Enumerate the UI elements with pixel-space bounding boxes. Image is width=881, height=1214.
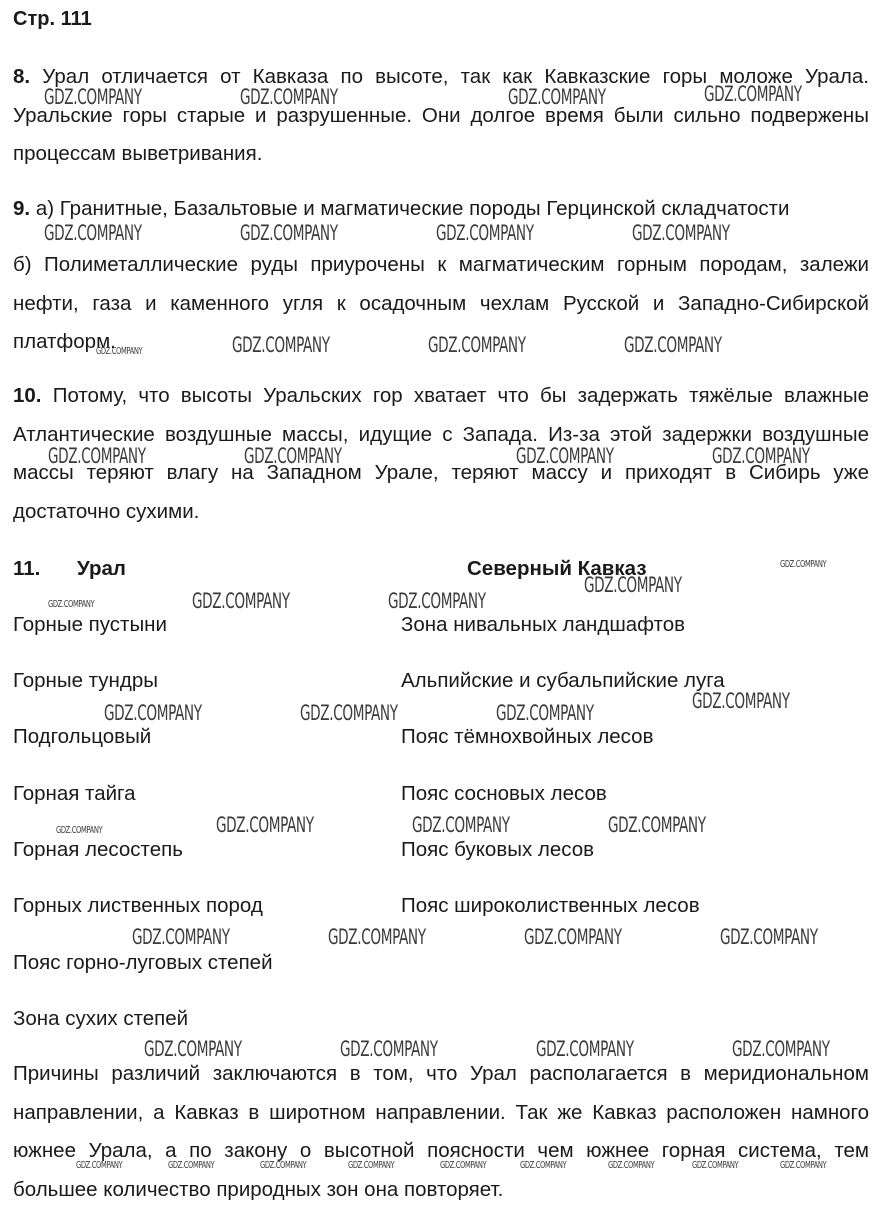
watermark: GDZ.COMPANY [76, 1160, 123, 1171]
watermark: GDZ.COMPANY [780, 1160, 827, 1171]
watermark: GDZ.COMPANY [96, 346, 143, 357]
answer-8 [13, 58, 869, 174]
watermark: GDZ.COMPANY [520, 1160, 567, 1171]
answer-8-number: 8. [13, 65, 31, 88]
page-title: Стр. 111 [13, 8, 92, 30]
watermark: GDZ.COMPANY [192, 589, 290, 613]
caucasus-zone: Пояс буковых лесов [401, 838, 595, 861]
watermark: GDZ.COMPANY [608, 813, 706, 837]
answer-9-part-a: а) Гранитные, Базальтовые и магматические породы Герцинской складчатости [35, 197, 790, 220]
watermark: GDZ.COMPANY [260, 1160, 307, 1171]
watermark: GDZ.COMPANY [516, 444, 614, 468]
column-header-ural: Урал [77, 557, 126, 580]
watermark: GDZ.COMPANY [168, 1160, 215, 1171]
watermark: GDZ.COMPANY [44, 221, 142, 245]
watermark: GDZ.COMPANY [692, 1160, 739, 1171]
answer-11-conclusion [13, 1055, 869, 1209]
watermark: GDZ.COMPANY [388, 589, 486, 613]
ural-zone: Горная тайга [13, 782, 136, 805]
watermark: GDZ.COMPANY [524, 925, 622, 949]
watermark: GDZ.COMPANY [48, 599, 95, 610]
watermark: GDZ.COMPANY [428, 333, 526, 357]
watermark: GDZ.COMPANY [44, 85, 142, 109]
watermark: GDZ.COMPANY [240, 85, 338, 109]
watermark: GDZ.COMPANY [244, 444, 342, 468]
answer-11-number: 11. [13, 557, 41, 580]
watermark: GDZ.COMPANY [340, 1037, 438, 1061]
caucasus-zone: Альпийские и субальпийские луга [401, 669, 725, 692]
watermark: GDZ.COMPANY [732, 1037, 830, 1061]
column-header-caucasus: Северный Кавказ [467, 557, 647, 580]
caucasus-zone: Пояс широколиственных лесов [401, 894, 700, 917]
watermark: GDZ.COMPANY [216, 813, 314, 837]
caucasus-zone: Зона нивальных ландшафтов [401, 613, 686, 636]
watermark: GDZ.COMPANY [720, 925, 818, 949]
watermark: GDZ.COMPANY [104, 701, 202, 725]
watermark: GDZ.COMPANY [348, 1160, 395, 1171]
watermark: GDZ.COMPANY [496, 701, 594, 725]
ural-zone: Пояс горно-луговых степей [13, 951, 273, 974]
ural-zone: Подгольцовый [13, 725, 152, 748]
watermark: GDZ.COMPANY [436, 221, 534, 245]
watermark: GDZ.COMPANY [56, 825, 103, 836]
answer-11-conclusion-text: Причины различий заключаются в том, что Урал располагается в меридиональном направлении, а Кавказ в широтном направлении. Так же Кавказ расположен намного южнее Урала, а по закону о высотной поясности чем южнее горная система, тем большее количество природных зон она повторяет. [13, 1062, 869, 1201]
watermark: GDZ.COMPANY [608, 1160, 655, 1171]
watermark: GDZ.COMPANY [412, 813, 510, 837]
watermark: GDZ.COMPANY [144, 1037, 242, 1061]
watermark: GDZ.COMPANY [328, 925, 426, 949]
watermark: GDZ.COMPANY [584, 573, 682, 597]
answer-9-number: 9. [13, 197, 31, 220]
watermark: GDZ.COMPANY [300, 701, 398, 725]
ural-zone: Горные тундры [13, 669, 158, 692]
answer-10-text: Потому, что высоты Уральских гор хватает что бы задержать тяжёлые влажные Атлантические воздушные массы, идущие с Запада. Из-за этой задержки воздушные массы теряют влагу на Западном Урале, теряют массу и приходят в Сибирь уже достаточно сухими. [13, 384, 869, 523]
watermark: GDZ.COMPANY [48, 444, 146, 468]
answer-9-part-b: б) Полиметаллические руды приурочены к магматическим горным породам, залежи нефти, газа и каменного угля к осадочным чехлам Русской и Западно-Сибирской платформ. [13, 253, 869, 353]
watermark: GDZ.COMPANY [712, 444, 810, 468]
watermark: GDZ.COMPANY [624, 333, 722, 357]
watermark: GDZ.COMPANY [508, 85, 606, 109]
watermark: GDZ.COMPANY [704, 82, 802, 106]
watermark: GDZ.COMPANY [132, 925, 230, 949]
watermark: GDZ.COMPANY [240, 221, 338, 245]
ural-zone: Горные пустыни [13, 613, 167, 636]
watermark: GDZ.COMPANY [232, 333, 330, 357]
caucasus-zone: Пояс тёмнохвойных лесов [401, 725, 654, 748]
watermark: GDZ.COMPANY [780, 559, 827, 570]
answer-10-number: 10. [13, 384, 42, 407]
ural-zone: Горных лиственных пород [13, 894, 263, 917]
ural-zone: Зона сухих степей [13, 1007, 189, 1030]
watermark: GDZ.COMPANY [692, 689, 790, 713]
answer-8-text: Урал отличается от Кавказа по высоте, так как Кавказские горы моложе Урала. Уральские горы старые и разрушенные. Они долгое время были сильно подвержены процессам выветривания. [13, 65, 869, 165]
ural-zone: Горная лесостепь [13, 838, 183, 861]
watermark: GDZ.COMPANY [440, 1160, 487, 1171]
caucasus-zone: Пояс сосновых лесов [401, 782, 607, 805]
watermark: GDZ.COMPANY [536, 1037, 634, 1061]
watermark: GDZ.COMPANY [632, 221, 730, 245]
